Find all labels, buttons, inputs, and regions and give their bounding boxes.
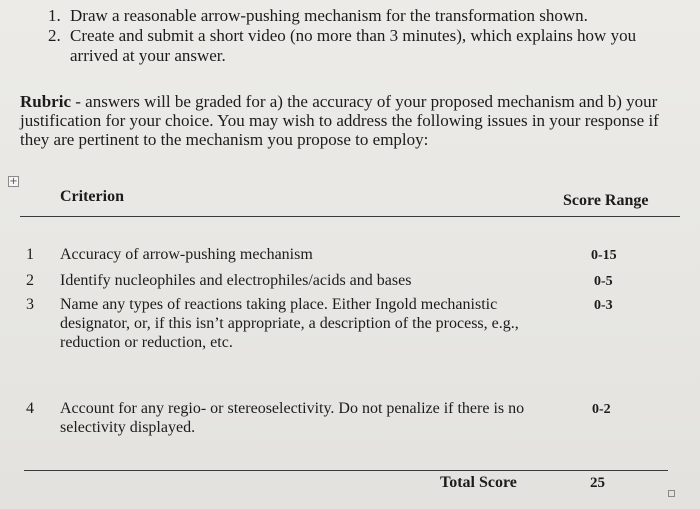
table-footer-divider [24, 470, 668, 471]
row-score: 0-5 [594, 274, 613, 289]
total-score-label: Total Score [440, 474, 517, 491]
row-criterion: Account for any regio- or stereoselectivity. Do not penalize if there is no selectivity displayed. [60, 400, 525, 436]
row-number: 1 [26, 246, 34, 263]
instruction-text: Create and submit a short video (no more than 3 minutes), which explains how you arrived at your answer. [70, 26, 637, 65]
rubric-text: - answers will be graded for a) the accuracy of your proposed mechanism and b) your justification for your choice. You may wish to address the following issues in your response if they are pertinent to the mechanism you propose to employ: [20, 92, 659, 149]
criterion-header: Criterion [60, 188, 124, 205]
row-number: 3 [26, 296, 34, 313]
table-header-divider [20, 216, 680, 217]
row-number: 2 [26, 272, 34, 289]
row-score: 0-2 [592, 402, 611, 417]
row-score: 0-3 [594, 298, 613, 313]
score-range-header: Score Range [563, 192, 649, 209]
instruction-item [48, 26, 678, 66]
rubric-paragraph [20, 92, 685, 149]
rubric-label: Rubric [20, 92, 71, 111]
instruction-text: Draw a reasonable arrow-pushing mechanism for the transformation shown. [70, 6, 588, 25]
resize-handle-icon[interactable] [668, 490, 675, 497]
row-criterion: Name any types of reactions taking place. Either Ingold mechanistic designator, or, if this isn’t appropriate, a description of the process, e.g., reduction or reduction, etc. [60, 296, 519, 351]
row-score: 0-15 [591, 248, 617, 263]
instructions-list [48, 6, 678, 66]
instruction-item [48, 6, 678, 26]
total-score-value: 25 [590, 475, 605, 491]
instruction-number: 2. [48, 26, 61, 45]
instruction-number: 1. [48, 6, 61, 25]
row-criterion: Accuracy of arrow-pushing mechanism [60, 246, 313, 263]
row-criterion: Identify nucleophiles and electrophiles/acids and bases [60, 272, 412, 289]
row-number: 4 [26, 400, 34, 417]
table-move-handle-icon[interactable]: + [9, 176, 18, 187]
